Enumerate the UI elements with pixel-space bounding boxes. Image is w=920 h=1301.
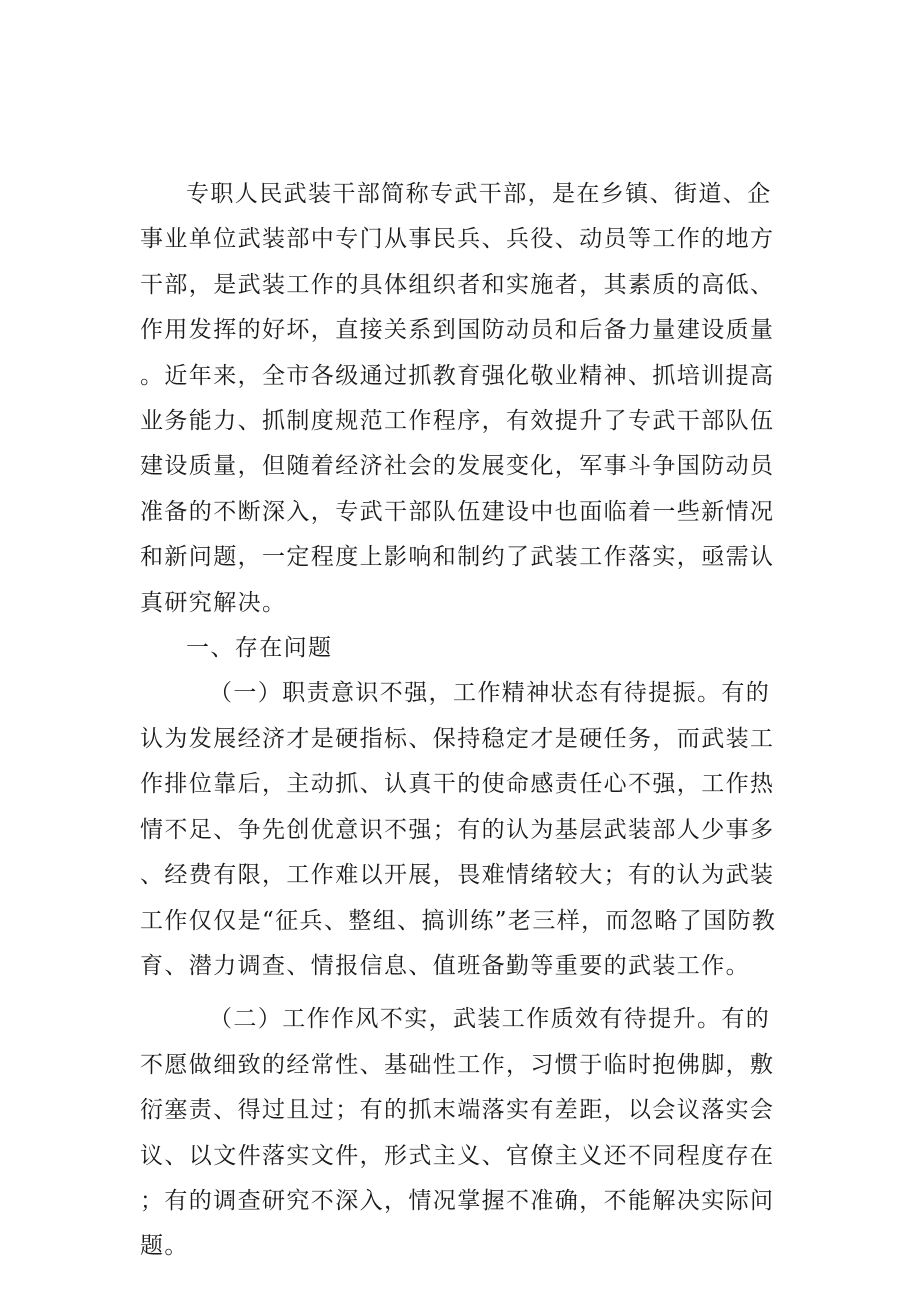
subsection-paragraph-2: （二）工作作风不实，武装工作质效有待提升。有的不愿做细致的经常性、基础性工作，习惯于临时抱佛脚，敷衍塞责、得过且过；有的抓末端落实有差距，以会议落实会议、以文件落实文件，形式主义、官僚主义还不同程度存在；有的调查研究不深入，情况掌握不准确，不能解决实际问题。 [140, 1006, 775, 1260]
document-body [140, 172, 792, 1270]
subsection-paragraph-1: （一）职责意识不强，工作精神状态有待提振。有的认为发展经济才是硬指标、保持稳定才是硬任务，而武装工作排位靠后，主动抓、认真干的使命感责任心不强，工作热情不足、争先创优意识不强；有的认为基层武装部人少事多、经费有限，工作难以开展，畏难情绪较大；有的认为武装工作仅仅是“征兵、整组、搞训练”老三样，而忽略了国防教育、潜力调查、情报信息、值班备勤等重要的武装工作。 [140, 680, 777, 979]
intro-paragraph: 专职人民武装干部简称专武干部，是在乡镇、街道、企事业单位武装部中专门从事民兵、兵役、动员等工作的地方干部，是武装工作的具体组织者和实施者，其素质的高低、作用发挥的好坏，直接关系到国防动员和后备力量建设质量。近年来，全市各级通过抓教育强化敬业精神、抓培训提高业务能力、抓制度规范工作程序，有效提升了专武干部队伍建设质量，但随着经济社会的发展变化，军事斗争国防动员准备的不断深入，专武干部队伍建设中也面临着一些新情况和新问题，一定程度上影响和制约了武装工作落实，亟需认真研究解决。 [140, 181, 775, 616]
section-heading-problems: 一、存在问题 [186, 635, 333, 662]
